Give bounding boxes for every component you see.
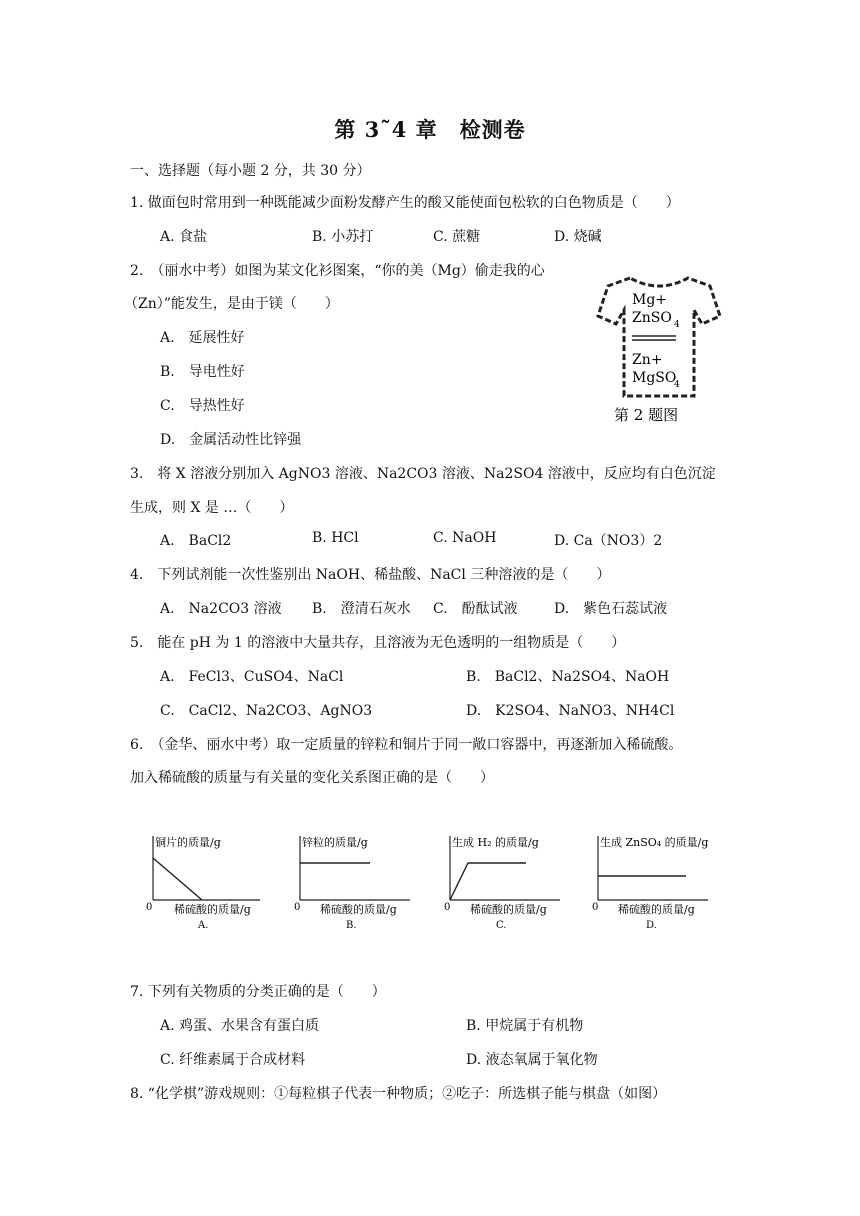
q7-option-a: A. 鸡蛋、水果含有蛋白质 bbox=[160, 1018, 320, 1034]
figure-subscript-4b: 4 bbox=[674, 380, 680, 390]
page-title: 第 3˜4 章 检测卷 bbox=[334, 117, 526, 142]
q7-option-d: D. 液态氧属于氧化物 bbox=[466, 1052, 598, 1068]
question-1-stem: 1. 做面包时常用到一种既能减少面粉发酵产生的酸又能使面包松软的白色物质是（ ） bbox=[130, 195, 680, 211]
graph-c-ylabel: 生成 H₂ 的质量/g bbox=[452, 836, 539, 849]
q5-option-c: C. CaCl2、Na2CO3、AgNO3 bbox=[160, 703, 373, 719]
q2-option-b: B. 导电性好 bbox=[160, 364, 245, 380]
figure-line-mgso4: MgSO bbox=[632, 370, 677, 386]
graph-b bbox=[290, 826, 420, 936]
graph-c-xlabel: 稀硫酸的质量/g bbox=[470, 903, 547, 916]
graph-b-ylabel: 锌粒的质量/g bbox=[302, 836, 368, 849]
figure-line-zn: Zn+ bbox=[632, 352, 663, 368]
q2-option-d: D. 金属活动性比锌强 bbox=[160, 432, 302, 448]
q4-option-b: B. 澄清石灰水 bbox=[312, 601, 411, 617]
graph-c-origin: 0 bbox=[444, 902, 451, 913]
q3-option-d: D. Ca（NO3）2 bbox=[554, 533, 663, 549]
graph-c bbox=[440, 826, 570, 936]
figure-subscript-4a: 4 bbox=[674, 320, 680, 330]
graph-a-xlabel: 稀硫酸的质量/g bbox=[174, 903, 251, 916]
graph-d bbox=[588, 826, 718, 936]
graph-c-letter: C. bbox=[496, 920, 507, 931]
tshirt-figure bbox=[592, 272, 732, 432]
q7-option-c: C. 纤维素属于合成材料 bbox=[160, 1052, 306, 1068]
graph-d-ylabel: 生成 ZnSO₄ 的质量/g bbox=[600, 836, 709, 849]
graph-b-xlabel: 稀硫酸的质量/g bbox=[320, 903, 397, 916]
section-heading: 一、选择题（每小题 2 分，共 30 分） bbox=[130, 163, 371, 179]
graph-c-curve bbox=[450, 863, 526, 900]
q1-option-b: B. 小苏打 bbox=[312, 229, 374, 245]
q5-option-b: B. BaCl2、Na2SO4、NaOH bbox=[466, 669, 670, 685]
q4-option-d: D. 紫色石蕊试液 bbox=[554, 601, 668, 617]
graph-b-origin: 0 bbox=[294, 902, 301, 913]
question-3-stem-line1: 3. 将 X 溶液分别加入 AgNO3 溶液、Na2CO3 溶液、Na2SO4 溶液中，反应均有白色沉淀 bbox=[130, 466, 716, 482]
q3-option-a: A. BaCl2 bbox=[160, 533, 232, 549]
graph-a bbox=[140, 826, 270, 936]
question-5-stem: 5. 能在 pH 为 1 的溶液中大量共存，且溶液为无色透明的一组物质是（ ） bbox=[130, 635, 626, 651]
q7-option-b: B. 甲烷属于有机物 bbox=[466, 1018, 584, 1034]
q2-option-c: C. 导热性好 bbox=[160, 398, 245, 414]
question-2-stem-line2: （Zn）”能发生，是由于镁（ ） bbox=[124, 296, 339, 312]
graph-a-ylabel: 铜片的质量/g bbox=[155, 836, 221, 849]
question-7-stem: 7. 下列有关物质的分类正确的是（ ） bbox=[130, 984, 386, 1000]
graph-b-letter: B. bbox=[346, 920, 357, 931]
graph-a-letter: A. bbox=[198, 920, 209, 931]
q4-option-c: C. 酚酞试液 bbox=[433, 601, 518, 617]
q2-option-a: A. 延展性好 bbox=[160, 330, 245, 346]
q5-option-a: A. FeCl3、CuSO4、NaCl bbox=[160, 669, 344, 685]
figure-caption: 第 2 题图 bbox=[614, 406, 679, 424]
question-4-stem: 4. 下列试剂能一次性鉴别出 NaOH、稀盐酸、NaCl 三种溶液的是（ ） bbox=[130, 567, 611, 583]
graph-d-origin: 0 bbox=[592, 902, 599, 913]
q5-option-d: D. K2SO4、NaNO3、NH4Cl bbox=[466, 703, 675, 719]
question-2-stem-line1: 2. （丽水中考）如图为某文化衫图案，“你的美（Mg）偷走我的心 bbox=[130, 263, 545, 279]
q3-option-b: B. HCl bbox=[312, 530, 359, 546]
figure-line-znso4: ZnSO bbox=[632, 310, 672, 326]
graph-d-xlabel: 稀硫酸的质量/g bbox=[618, 903, 695, 916]
q1-option-c: C. 蔗糖 bbox=[433, 229, 481, 245]
graph-a-curve bbox=[153, 858, 202, 900]
question-6-stem-line2: 加入稀硫酸的质量与有关量的变化关系图正确的是（ ） bbox=[130, 770, 494, 786]
figure-line-mg: Mg+ bbox=[632, 292, 668, 308]
q1-option-d: D. 烧碱 bbox=[554, 229, 602, 245]
q3-option-c: C. NaOH bbox=[433, 530, 497, 546]
question-6-stem-line1: 6. （金华、丽水中考）取一定质量的锌粒和铜片于同一敞口容器中，再逐渐加入稀硫酸。 bbox=[130, 737, 683, 753]
q4-option-a: A. Na2CO3 溶液 bbox=[160, 601, 282, 617]
graph-d-letter: D. bbox=[646, 920, 657, 931]
question-8-stem: 8. “化学棋”游戏规则：①每粒棋子代表一种物质；②吃子：所选棋子能与棋盘（如图） bbox=[130, 1086, 667, 1102]
question-3-stem-line2: 生成，则 X 是 …（ ） bbox=[130, 500, 294, 516]
graph-a-origin: 0 bbox=[146, 902, 153, 913]
q1-option-a: A. 食盐 bbox=[160, 229, 208, 245]
